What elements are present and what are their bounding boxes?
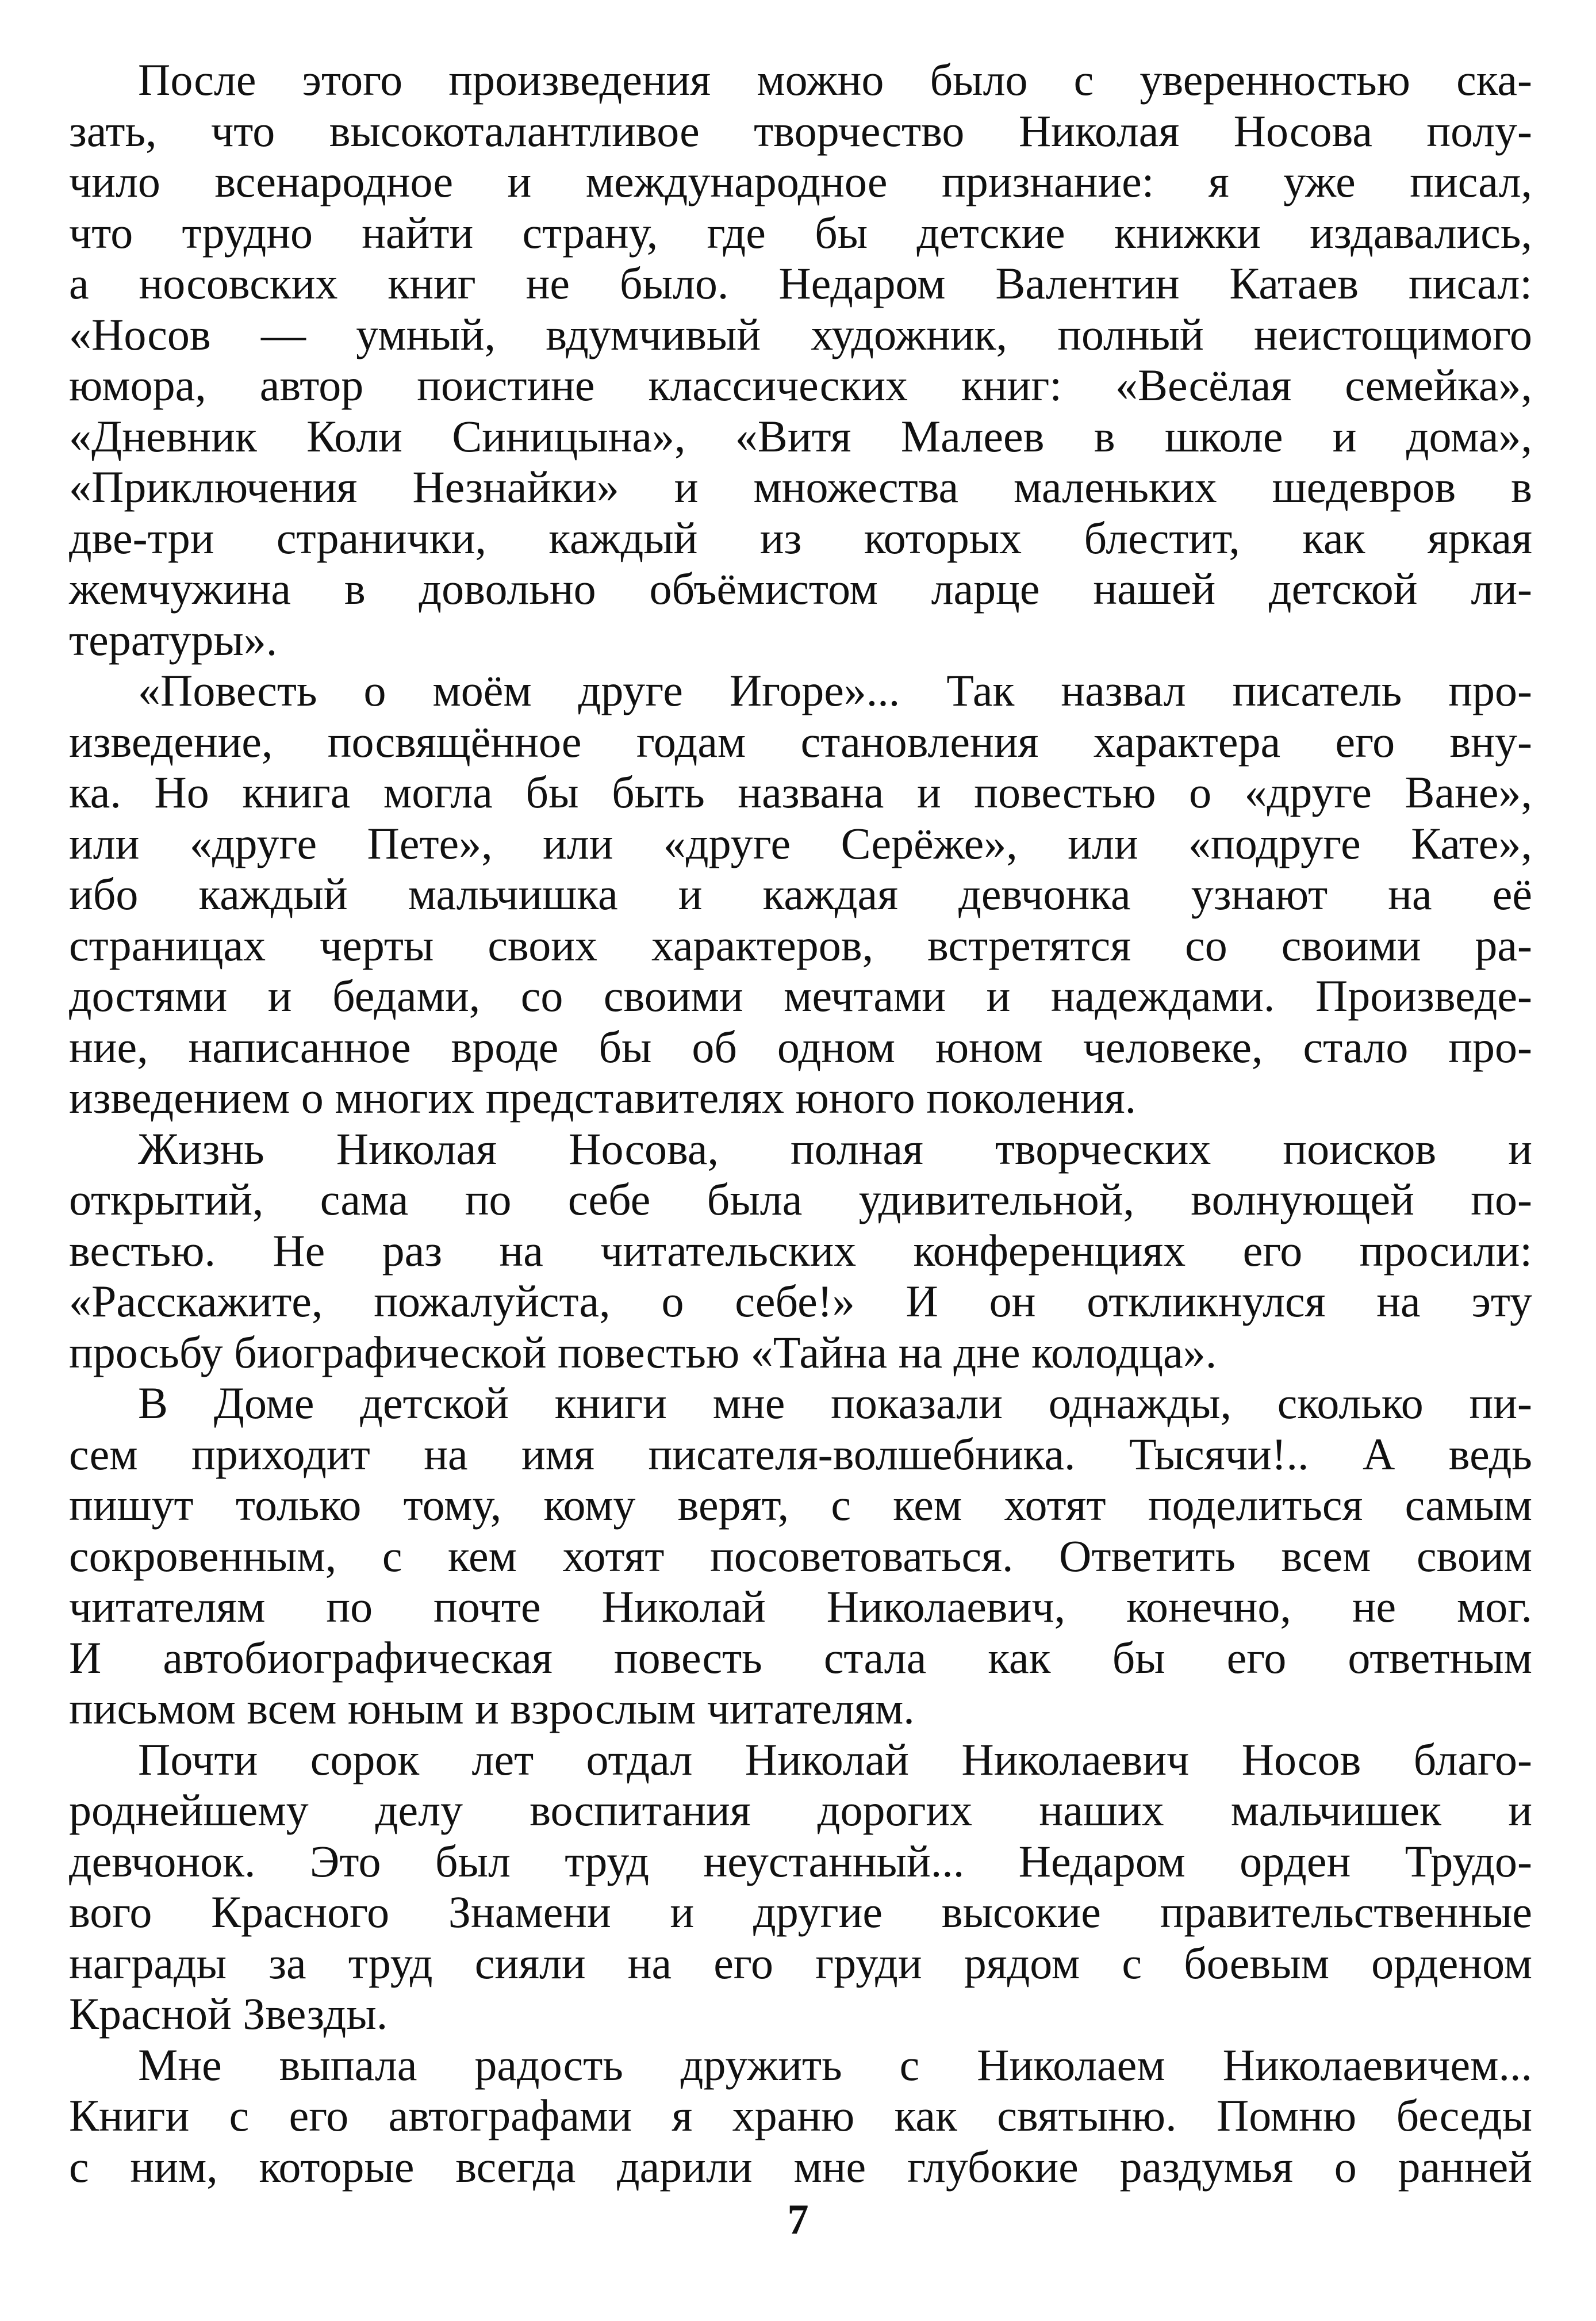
text-line: просьбу биографической повестью «Тайна на дне колодца». (69, 1327, 1217, 1377)
text-line: ние, написанное вроде бы об одном юном человеке, стало про- (69, 1021, 1532, 1072)
text-line: зать, что высокоталантливое творчество Николая Носова полу- (69, 105, 1532, 156)
text-line: девчонок. Это был труд неустанный... Недаром орден Трудо- (69, 1836, 1532, 1886)
text-line: изведение, посвящённое годам становления характера его вну- (69, 716, 1532, 767)
text-line: или «друге Пете», или «друге Серёже», или «подруге Кате», (69, 818, 1532, 868)
text-line: открытий, сама по себе была удивительной, волнующей по- (69, 1174, 1532, 1224)
text-line: страницах черты своих характеров, встретятся со своими ра- (69, 920, 1532, 970)
text-line: Мне выпала радость дружить с Николаем Николаевичем... (138, 2039, 1532, 2090)
text-line: пишут только тому, кому верят, с кем хотят поделиться самым (69, 1480, 1532, 1530)
text-line: юмора, автор поистине классических книг: «Весёлая семейка», (69, 360, 1532, 410)
text-line: чило всенародное и международное признание: я уже писал, (69, 156, 1532, 206)
text-line: Жизнь Николая Носова, полная творческих поисков и (138, 1123, 1532, 1174)
text-line: «Повесть о моём друге Игоре»... Так назвал писатель про- (138, 665, 1532, 715)
text-line: ка. Но книга могла бы быть названа и повестью о «друге Ване», (69, 767, 1532, 817)
text-line: роднейшему делу воспитания дорогих наших мальчишек и (69, 1785, 1532, 1835)
text-line: Книги с его автографами я храню как святыню. Помню беседы (69, 2090, 1532, 2140)
text-line: вестью. Не раз на читательских конференциях его просили: (69, 1225, 1532, 1276)
text-line: «Расскажите, пожалуйста, о себе!» И он откликнулся на эту (69, 1276, 1532, 1326)
page-number: 7 (787, 2196, 809, 2243)
text-line: сокровенным, с кем хотят посоветоваться. Ответить всем своим (69, 1530, 1532, 1581)
text-line: Почти сорок лет отдал Николай Николаевич Носов благо- (138, 1734, 1532, 1784)
text-line: награды за труд сияли на его груди рядом с боевым орденом (69, 1937, 1532, 1988)
text-line: жемчужина в довольно объёмистом ларце нашей детской ли- (69, 564, 1532, 614)
text-line: «Приключения Незнайки» и множества маленьких шедевров в (69, 462, 1532, 512)
text-line: две-три странички, каждый из которых блестит, как яркая (69, 512, 1532, 563)
text-line: сем приходит на имя писателя-волшебника. Тысячи!.. А ведь (69, 1428, 1532, 1479)
text-line: После этого произведения можно было с уверенностью ска- (138, 55, 1532, 105)
text-line: письмом всем юным и взрослым читателям. (69, 1683, 915, 1733)
text-line: изведением о многих представителях юного поколения. (69, 1073, 1137, 1123)
text-line: И автобиографическая повесть стала как бы его ответным (69, 1632, 1532, 1683)
text-line: тературы». (69, 614, 278, 665)
text-line: «Носов — умный, вдумчивый художник, полный неистощимого (69, 309, 1532, 359)
text-line: читателям по почте Николай Николаевич, конечно, не мог. (69, 1581, 1532, 1631)
text-line: «Дневник Коли Синицына», «Витя Малеев в школе и дома», (69, 411, 1532, 461)
text-line: Красной Звезды. (69, 1989, 388, 2039)
text-line: вого Красного Знамени и другие высокие правительственные (69, 1887, 1532, 1937)
text-line: а носовских книг не было. Недаром Валентин Катаев писал: (69, 258, 1532, 308)
body-text (69, 55, 1532, 2192)
text-line: с ним, которые всегда дарили мне глубокие раздумья о ранней (69, 2141, 1532, 2192)
text-line: В Доме детской книги мне показали однажды, сколько пи- (138, 1378, 1532, 1428)
text-line: что трудно найти страну, где бы детские книжки издавались, (69, 207, 1532, 258)
text-line: ибо каждый мальчишка и каждая девчонка узнают на её (69, 869, 1532, 919)
text-line: достями и бедами, со своими мечтами и надеждами. Произведе- (69, 971, 1532, 1021)
